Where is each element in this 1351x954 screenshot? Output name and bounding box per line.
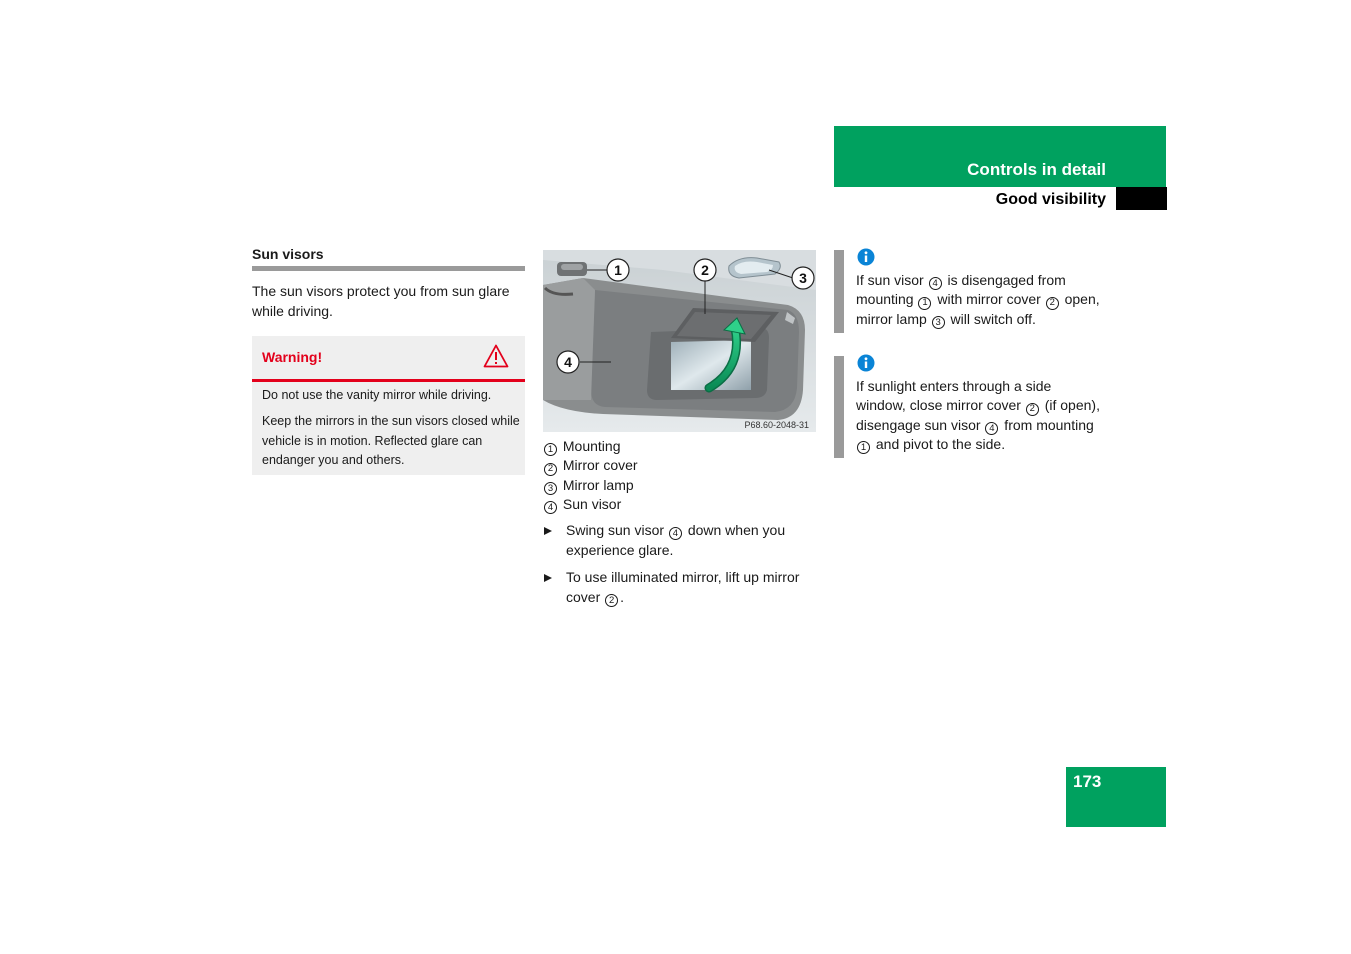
callout-1: 1	[614, 262, 622, 278]
sun-visor-illustration	[543, 250, 816, 432]
legend-item	[543, 456, 818, 475]
callout-number: 1	[544, 443, 557, 456]
callout-number: 4	[985, 422, 998, 435]
callout-number: 2	[1046, 297, 1059, 310]
sun-visors-heading: Sun visors	[252, 246, 324, 262]
note-text: If sun visor 4 is disengaged from mounting 1 with mirror cover 2 open, mirror lamp 3 will switch off.	[856, 272, 1100, 328]
intro-paragraph: The sun visors protect you from sun glare while driving.	[252, 283, 510, 319]
callout-number: 4	[544, 501, 557, 514]
callout-number: 2	[1026, 403, 1039, 416]
callout-4: 4	[564, 354, 572, 370]
legend-label: Mirror lamp	[562, 476, 634, 493]
legend-item	[543, 495, 818, 514]
figure-legend	[543, 437, 818, 515]
warning-rule	[252, 379, 525, 382]
callout-number: 2	[544, 463, 557, 476]
callout-2: 2	[701, 262, 709, 278]
info-icon	[857, 248, 875, 266]
section-title: Good visibility	[995, 191, 1106, 208]
warning-triangle-icon	[483, 344, 509, 368]
legend-item	[543, 476, 818, 495]
instruction-step: Swing sun visor 4 down when you experience glare.	[543, 521, 818, 561]
bullet-triangle-icon	[544, 574, 552, 582]
note-bar	[834, 250, 844, 333]
chapter-title: Controls in detail	[967, 160, 1106, 179]
legend-label: Mirror cover	[562, 457, 638, 474]
callout-number: 2	[605, 594, 618, 607]
callout-number: 4	[929, 277, 942, 290]
heading-rule	[252, 266, 525, 271]
note-bar	[834, 356, 844, 458]
warning-text: Do not use the vanity mirror while driving.	[262, 388, 492, 402]
callout-number: 1	[857, 441, 870, 454]
bullet-triangle-icon	[544, 527, 552, 535]
instruction-step: To use illuminated mirror, lift up mirror cover 2 .	[543, 568, 818, 608]
legend-item	[543, 437, 818, 456]
callout-number: 3	[544, 482, 557, 495]
legend-label: Sun visor	[562, 496, 622, 513]
warning-title: Warning!	[262, 349, 323, 365]
section-marker	[1116, 187, 1167, 210]
callout-3: 3	[799, 270, 807, 286]
warning-text: Keep the mirrors in the sun visors closed while vehicle is in motion. Reflected glare can endanger you and others.	[262, 414, 520, 467]
callout-number: 3	[932, 316, 945, 329]
note-text: If sunlight enters through a side window, close mirror cover 2 (if open), disengage sun visor 4 from mounting 1 and pivot to the side.	[856, 378, 1100, 453]
callout-number: 1	[918, 297, 931, 310]
page-number: 173	[1073, 772, 1102, 791]
figure-code: P68.60-2048-31	[744, 420, 809, 430]
legend-label: Mounting	[562, 438, 621, 454]
callout-number: 4	[669, 527, 682, 540]
info-icon	[857, 354, 875, 372]
